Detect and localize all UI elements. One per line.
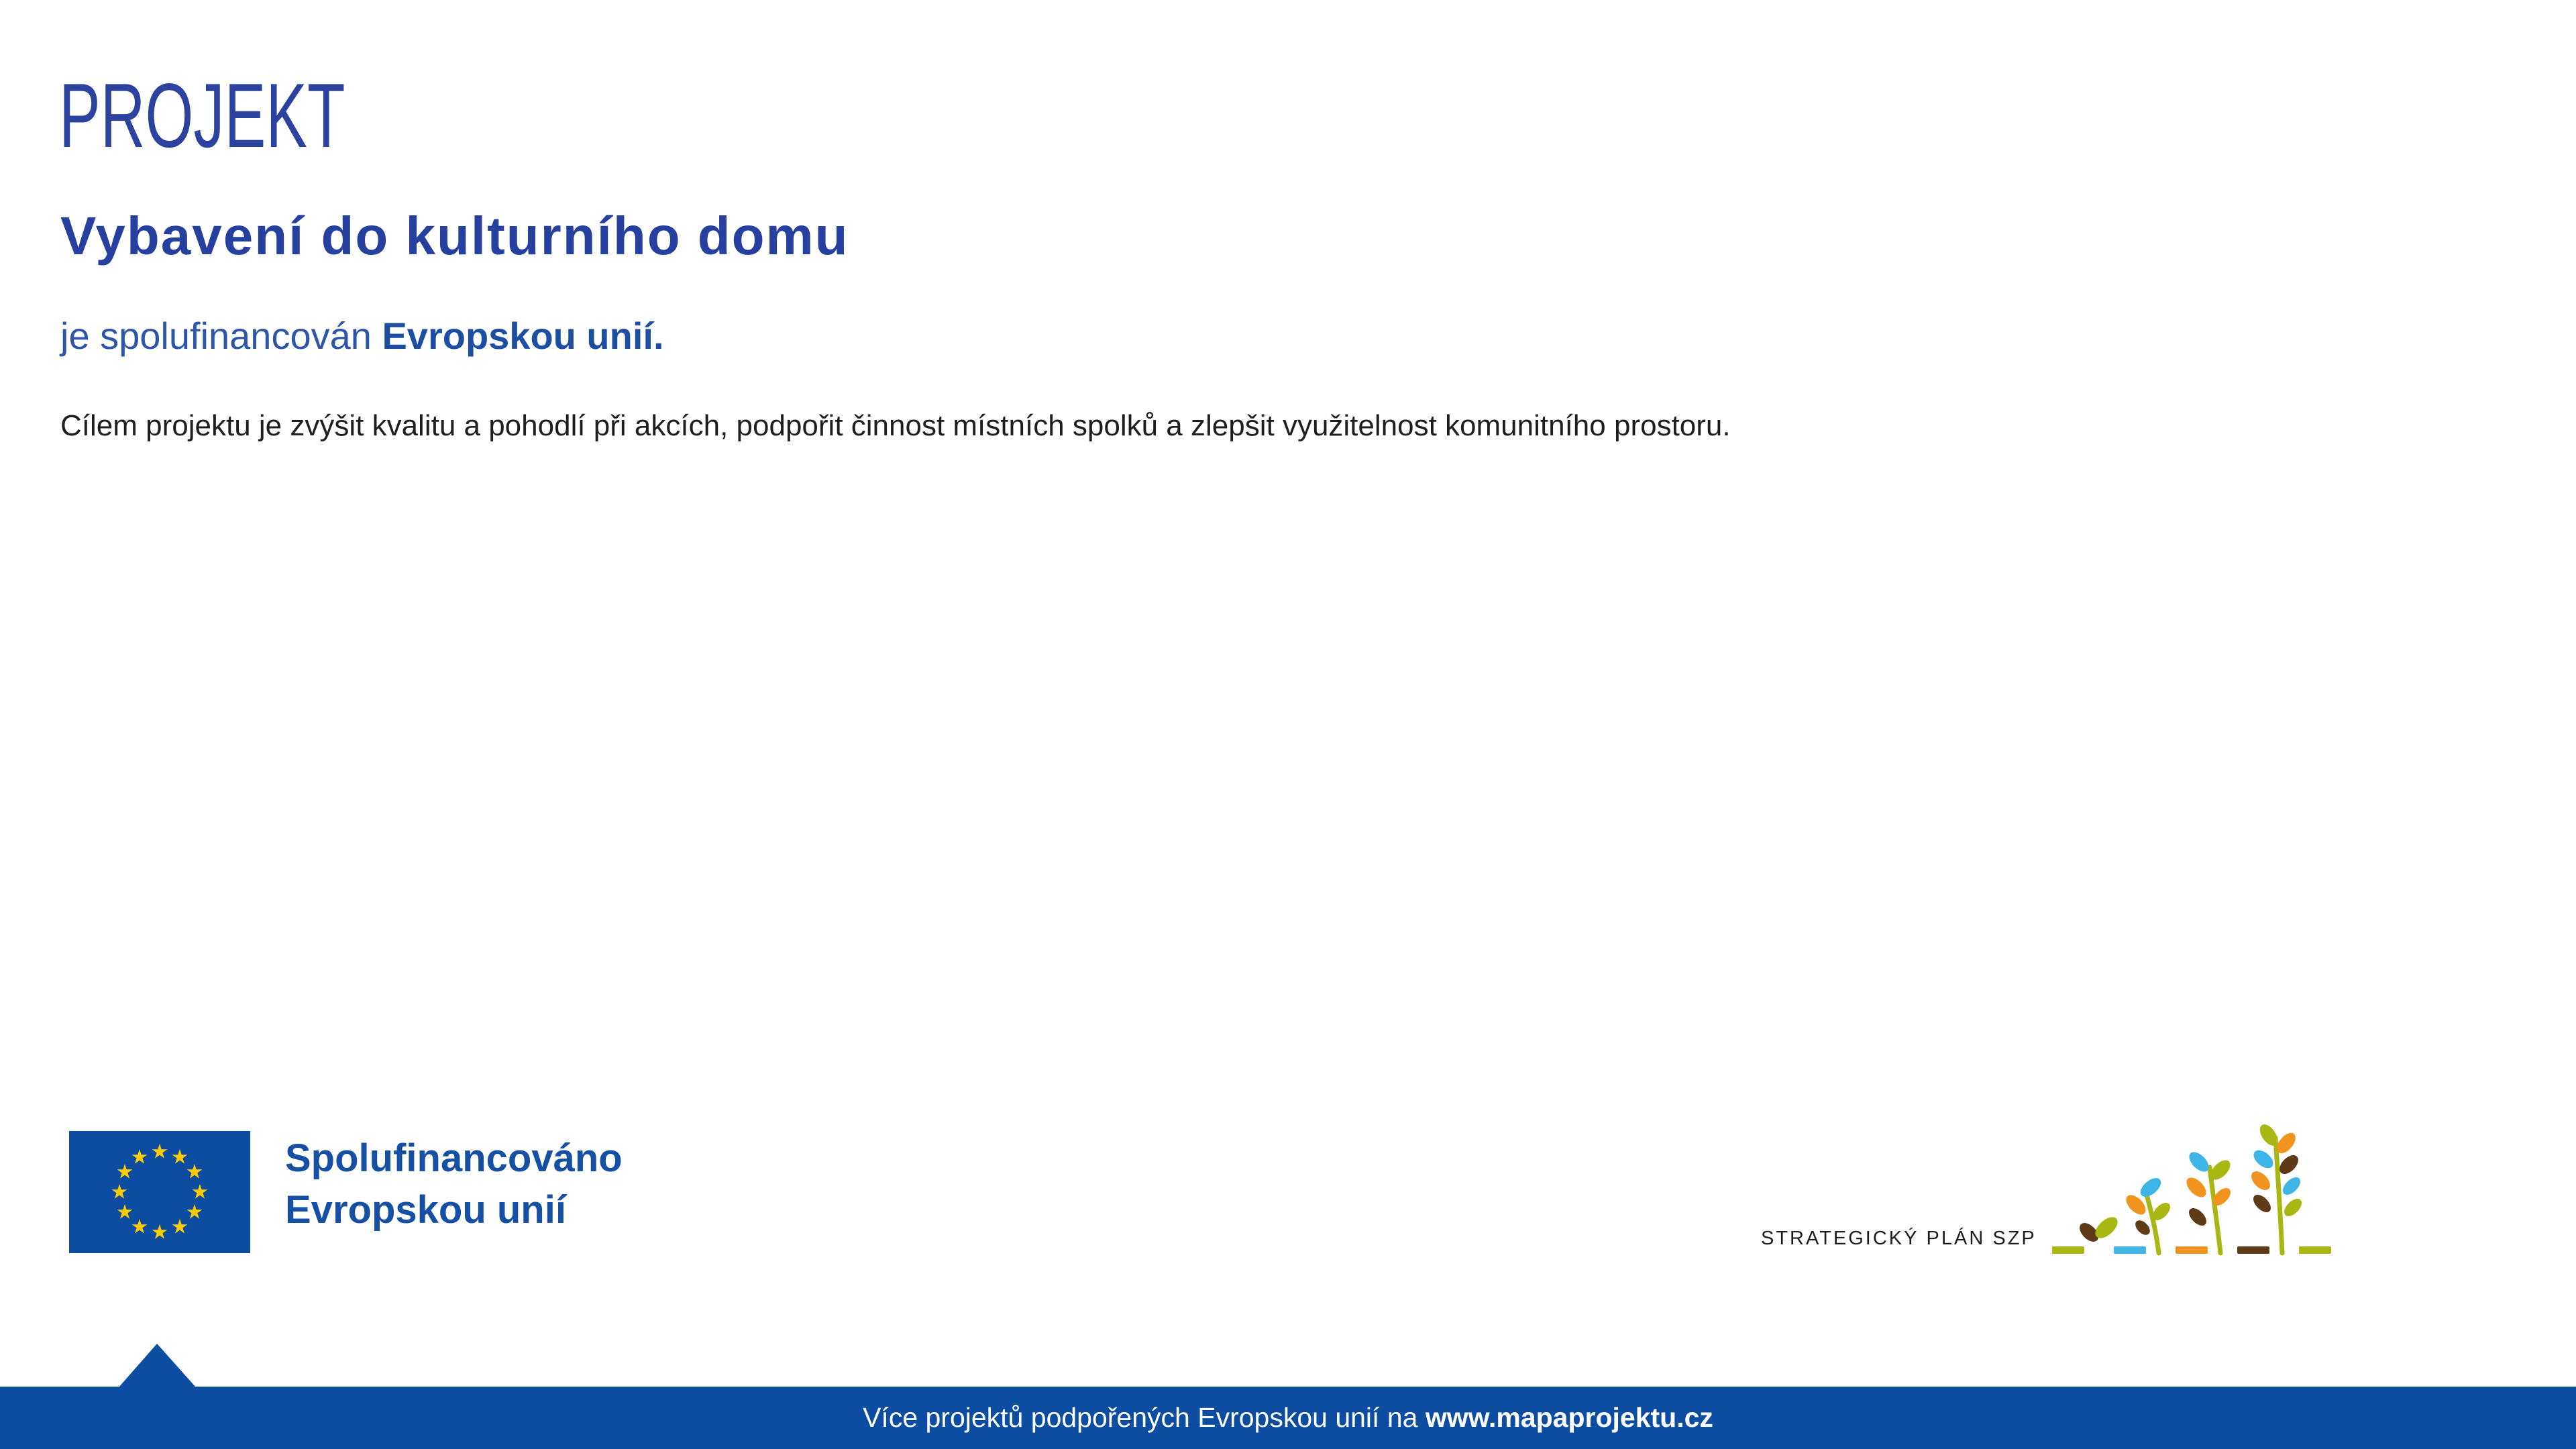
eu-emblem-label (285, 1132, 623, 1236)
szp-label: STRATEGICKÝ PLÁN SZP (1761, 1228, 2037, 1249)
footer-bar (0, 1387, 2576, 1449)
project-title: Vybavení do kulturního domu (60, 206, 849, 266)
eu-emblem-label-line1: Spolufinancováno (285, 1136, 623, 1180)
eu-emblem-label-line2: Evropskou unií (285, 1188, 566, 1232)
footer-pointer (119, 1344, 196, 1387)
footer-text (863, 1402, 1713, 1434)
kicker-heading-text: PROJEKT (59, 64, 345, 166)
cofinance-bold: Evropskou unií. (382, 315, 664, 357)
cofinance-prefix: je spolufinancován (60, 315, 382, 357)
project-description: Cílem projektu je zvýšit kvalitu a pohodlí při akcích, podpořit činnost místních spolků a zlepšit využitelnost komunitního prostoru. (60, 409, 1731, 442)
eu-flag-icon (69, 1131, 250, 1253)
szp-logo (1761, 1120, 2345, 1261)
cofinance-line (60, 314, 664, 358)
eu-emblem (69, 1131, 623, 1253)
footer-link[interactable]: www.mapaprojektu.cz (1425, 1402, 1713, 1433)
footer-text-prefix: Více projektů podpořených Evropskou unií na (863, 1402, 1426, 1433)
szp-plants-icon (2045, 1120, 2341, 1260)
kicker-heading (59, 63, 480, 168)
